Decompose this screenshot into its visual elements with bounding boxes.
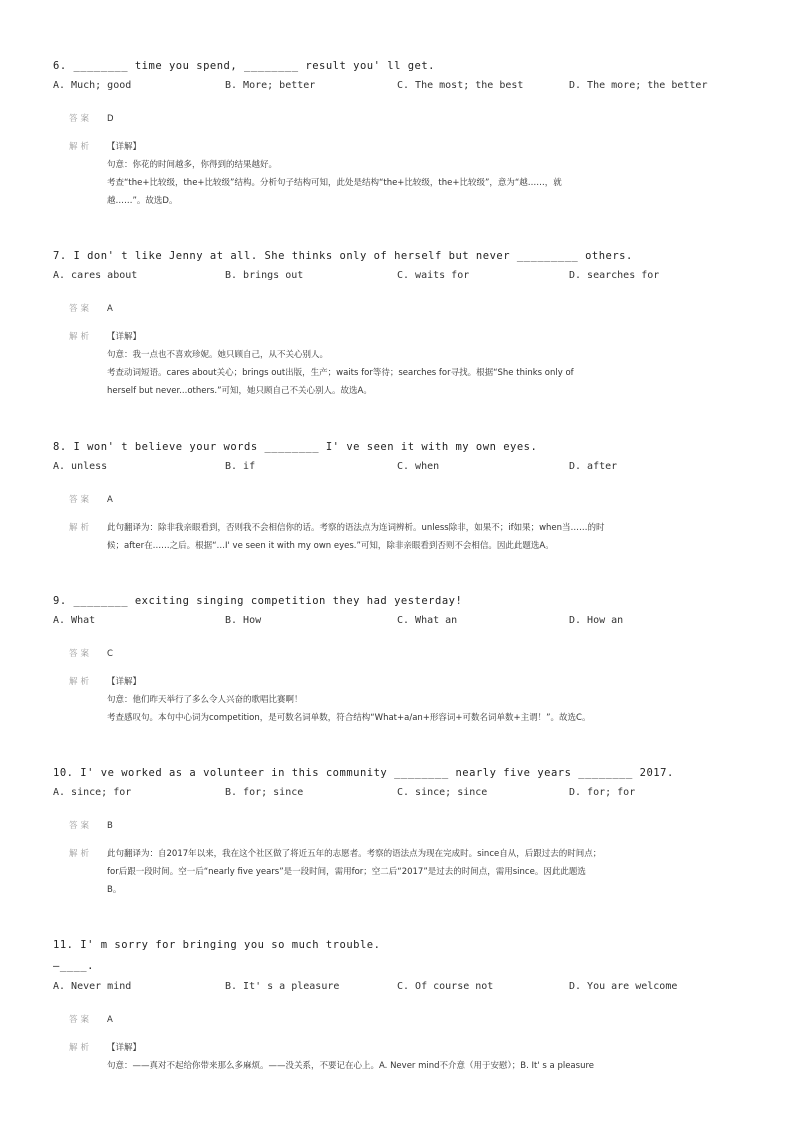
answer-row bbox=[69, 817, 753, 835]
analysis-line: 【详解】 bbox=[107, 1043, 142, 1053]
options-row bbox=[53, 266, 753, 286]
analysis-label: 解析 bbox=[69, 523, 93, 533]
analysis-line: B。 bbox=[107, 885, 122, 895]
option-d: D. You are welcome bbox=[569, 981, 678, 992]
option-c: C. What an bbox=[397, 615, 458, 626]
option-a: A. since; for bbox=[53, 787, 132, 798]
option-c: C. Of course not bbox=[397, 981, 494, 992]
answer-label: 答案 bbox=[69, 1015, 93, 1025]
question-7 bbox=[53, 246, 753, 400]
option-a: A. unless bbox=[53, 461, 108, 472]
answer-label: 答案 bbox=[69, 649, 93, 659]
analysis-line: 考查“the+比较级，the+比较级”结构。分析句子结构可知，此处是结构“the+比较级，the+比较级”，意为“越……，就 bbox=[107, 178, 562, 188]
question-6 bbox=[53, 56, 753, 210]
analysis-line: 【详解】 bbox=[107, 142, 142, 152]
option-b: B. More; better bbox=[225, 80, 316, 91]
answer-value: D bbox=[107, 114, 114, 124]
analysis-row bbox=[69, 328, 753, 400]
answer-row bbox=[69, 491, 753, 509]
option-c: C. waits for bbox=[397, 270, 470, 281]
analysis-row bbox=[69, 138, 753, 210]
answer-label: 答案 bbox=[69, 821, 93, 831]
answer-label: 答案 bbox=[69, 114, 93, 124]
answer-row bbox=[69, 1011, 753, 1029]
options-row bbox=[53, 977, 753, 997]
analysis-label: 解析 bbox=[69, 1043, 93, 1053]
option-a: A. What bbox=[53, 615, 96, 626]
option-b: B. if bbox=[225, 461, 256, 472]
analysis-line: 此句翻译为：自2017年以来，我在这个社区做了将近五年的志愿者。考察的语法点为现在完成时。since自从，后跟过去的时间点； bbox=[107, 849, 602, 859]
analysis-line: 此句翻译为：除非我亲眼看到，否则我不会相信你的话。考察的语法点为连词辨析。unless除非，如果不；if如果；when当……的时 bbox=[107, 523, 605, 533]
analysis-line: 【详解】 bbox=[107, 677, 142, 687]
analysis-text bbox=[107, 519, 753, 555]
analysis-line: 句意：你花的时间越多，你得到的结果越好。 bbox=[107, 160, 278, 170]
options-row bbox=[53, 457, 753, 477]
answer-value: A bbox=[107, 495, 113, 505]
option-a: A. Much; good bbox=[53, 80, 132, 91]
question-stem: 11. I' m sorry for bringing you so much trouble. bbox=[53, 939, 381, 951]
analysis-text bbox=[107, 673, 753, 727]
question-stem: 9. ________ exciting singing competition they had yesterday! bbox=[53, 595, 463, 607]
analysis-label: 解析 bbox=[69, 142, 93, 152]
option-a: A. cares about bbox=[53, 270, 138, 281]
options-row bbox=[53, 611, 753, 631]
answer-row bbox=[69, 110, 753, 128]
question-stem: 10. I' ve worked as a volunteer in this community ________ nearly five years ________ 2017. bbox=[53, 767, 674, 779]
analysis-label: 解析 bbox=[69, 677, 93, 687]
question-8 bbox=[53, 437, 753, 555]
option-d: D. The more; the better bbox=[569, 80, 708, 91]
analysis-text bbox=[107, 138, 753, 210]
analysis-text bbox=[107, 1039, 753, 1075]
analysis-line: 考查感叹句。本句中心词为competition，是可数名词单数，符合结构“What+a/an+形容词+可数名词单数+主谓！”。故选C。 bbox=[107, 713, 591, 723]
analysis-row bbox=[69, 1039, 753, 1075]
analysis-row bbox=[69, 519, 753, 555]
question-stem-reply: —____. bbox=[53, 960, 94, 972]
answer-value: B bbox=[107, 821, 113, 831]
answer-row bbox=[69, 645, 753, 663]
question-11 bbox=[53, 935, 753, 1075]
analysis-text bbox=[107, 845, 753, 899]
analysis-line: 考查动词短语。cares about关心；brings out出版，生产；waits for等待；searches for寻找。根据“She thinks only of bbox=[107, 368, 574, 378]
option-d: D. after bbox=[569, 461, 618, 472]
option-d: D. for; for bbox=[569, 787, 636, 798]
answer-value: A bbox=[107, 304, 113, 314]
question-10 bbox=[53, 763, 753, 899]
option-b: B. How bbox=[225, 615, 262, 626]
analysis-line: for后跟一段时间。空一后“nearly five years”是一段时间，需用for；空二后“2017”是过去的时间点，需用since。因此此题选 bbox=[107, 867, 586, 877]
option-c: C. The most; the best bbox=[397, 80, 524, 91]
question-stem: 7. I don' t like Jenny at all. She thinks only of herself but never _________ others. bbox=[53, 250, 633, 262]
answer-label: 答案 bbox=[69, 304, 93, 314]
option-d: D. searches for bbox=[569, 270, 660, 281]
options-row bbox=[53, 783, 753, 803]
answer-value: A bbox=[107, 1015, 113, 1025]
option-d: D. How an bbox=[569, 615, 624, 626]
question-9 bbox=[53, 591, 753, 727]
answer-value: C bbox=[107, 649, 113, 659]
option-c: C. when bbox=[397, 461, 440, 472]
answer-row bbox=[69, 300, 753, 318]
analysis-row bbox=[69, 845, 753, 899]
analysis-line: 越……”。故选D。 bbox=[107, 196, 178, 206]
analysis-line: 候；after在……之后。根据“…I' ve seen it with my own eyes.”可知，除非亲眼看到否则不会相信。因此此题选A。 bbox=[107, 541, 554, 551]
option-b: B. brings out bbox=[225, 270, 304, 281]
analysis-line: 句意：他们昨天举行了多么令人兴奋的歌唱比赛啊！ bbox=[107, 695, 303, 705]
analysis-line: 句意：我一点也不喜欢珍妮。她只顾自己，从不关心别人。 bbox=[107, 350, 329, 360]
option-a: A. Never mind bbox=[53, 981, 132, 992]
analysis-label: 解析 bbox=[69, 849, 93, 859]
options-row bbox=[53, 76, 753, 96]
question-stem: 6. ________ time you spend, ________ result you' ll get. bbox=[53, 60, 436, 72]
analysis-row bbox=[69, 673, 753, 727]
question-stem: 8. I won' t believe your words ________ I' ve seen it with my own eyes. bbox=[53, 441, 538, 453]
analysis-line: 【详解】 bbox=[107, 332, 142, 342]
answer-label: 答案 bbox=[69, 495, 93, 505]
analysis-line: 句意：——真对不起给你带来那么多麻烦。——没关系，不要记在心上。A. Never mind不介意（用于安慰）；B. It' s a pleasure bbox=[107, 1061, 594, 1071]
option-b: B. It' s a pleasure bbox=[225, 981, 340, 992]
analysis-label: 解析 bbox=[69, 332, 93, 342]
analysis-line: herself but never...others.”可知，她只顾自己不关心别人。故选A。 bbox=[107, 386, 372, 396]
option-b: B. for; since bbox=[225, 787, 304, 798]
analysis-text bbox=[107, 328, 753, 400]
option-c: C. since; since bbox=[397, 787, 488, 798]
